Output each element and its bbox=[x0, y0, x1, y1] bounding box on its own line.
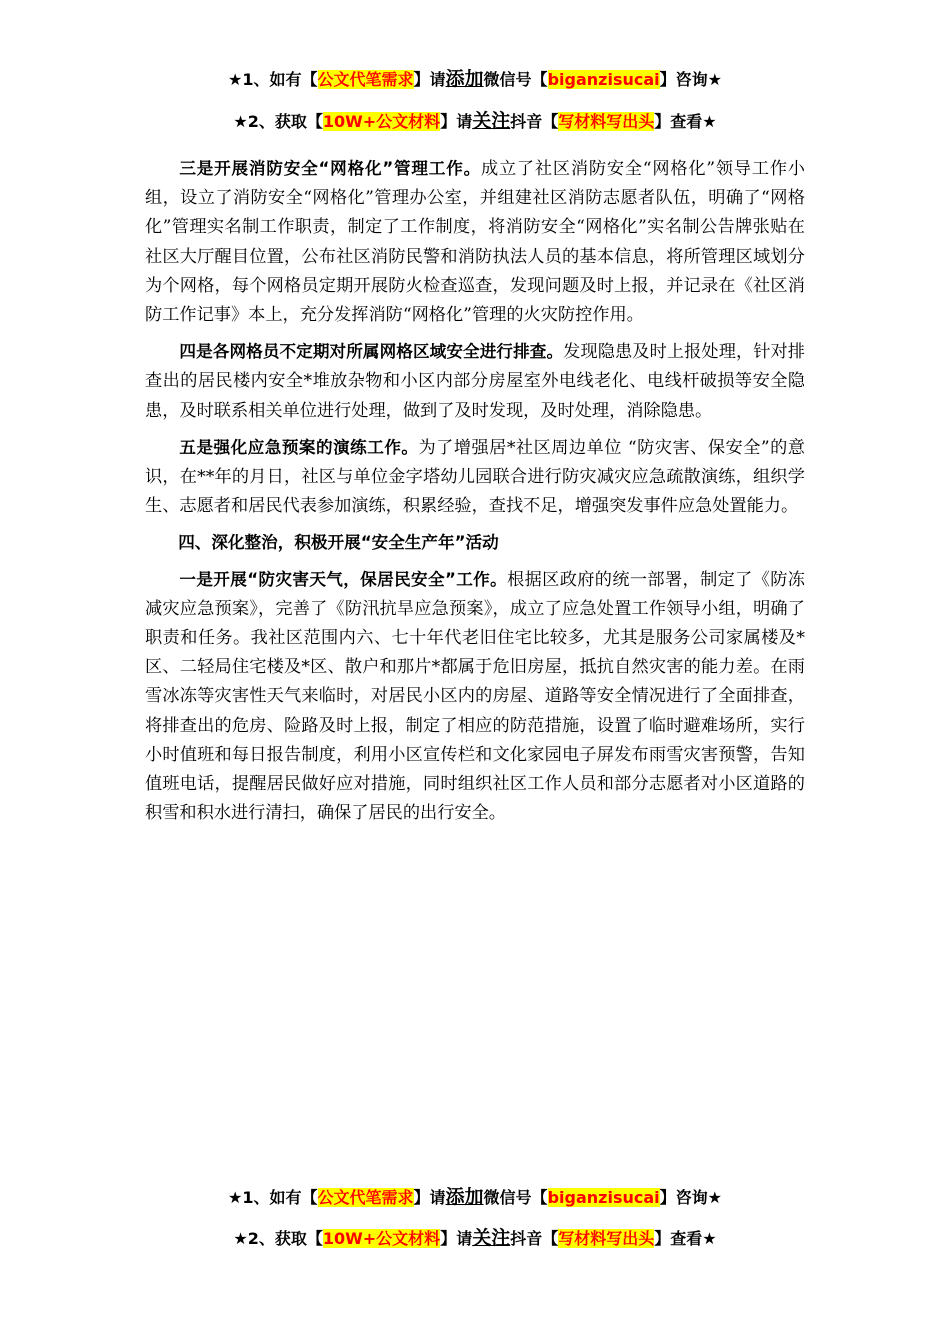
banner-text: ★1、如有【 bbox=[228, 1188, 318, 1207]
top-banner-line-2 bbox=[0, 110, 950, 133]
banner-highlight: 10W+公文材料 bbox=[322, 1229, 441, 1248]
paragraph bbox=[145, 337, 805, 426]
banner-highlight: 公文代笔需求 bbox=[317, 70, 414, 89]
banner-text: ★2、获取【 bbox=[233, 112, 323, 131]
paragraph bbox=[145, 433, 805, 522]
banner-highlight: 公文代笔需求 bbox=[317, 1188, 414, 1207]
paragraph bbox=[145, 154, 805, 330]
banner-text: 】查看★ bbox=[654, 1229, 717, 1248]
banner-highlight: 写材料写出头 bbox=[558, 112, 655, 131]
banner-text: 抖音【 bbox=[510, 1229, 559, 1248]
banner-emphasis: 关注 bbox=[472, 110, 511, 132]
banner-text: 抖音【 bbox=[510, 112, 559, 131]
paragraph-lead: 四是各网格员不定期对所属网格区域安全进行排查。 bbox=[179, 342, 564, 362]
banner-emphasis: 关注 bbox=[472, 1227, 511, 1249]
banner-highlight: 10W+公文材料 bbox=[322, 112, 441, 131]
banner-text: 】咨询★ bbox=[659, 70, 722, 89]
banner-emphasis: 添加 bbox=[445, 1186, 484, 1208]
banner-text: 微信号【 bbox=[483, 1188, 548, 1207]
banner-highlight: 写材料写出头 bbox=[558, 1229, 655, 1248]
document-body bbox=[145, 154, 805, 835]
banner-text: ★1、如有【 bbox=[228, 70, 318, 89]
banner-text: ★2、获取【 bbox=[233, 1229, 323, 1248]
banner-text: 】请 bbox=[413, 70, 446, 89]
bottom-banner-line-2 bbox=[0, 1227, 950, 1250]
paragraph-text: 为了增强居*社区周边单位 “防灾害、保安全”的意识，在**年的月日，社区与单位金字塔幼儿园联合进行防灾减灾应急疏散演练，组织学生、志愿者和居民代表参加演练，积累经验，查找不足，增强突发事件应急处置能力。 bbox=[145, 437, 805, 517]
banner-highlight: biganzisucai bbox=[547, 70, 660, 89]
banner-highlight: biganzisucai bbox=[547, 1188, 660, 1207]
banner-text: 】请 bbox=[440, 1229, 473, 1248]
paragraph-text: 根据区政府的统一部署，制定了《防冻减灾应急预案》，完善了《防汛抗旱应急预案》，成立了应急处置工作领导小组，明确了职责和任务。我社区范围内六、七十年代老旧住宅比较多，尤其是服务公司家属楼及*区、二轻局住宅楼及*区、散户和那片*都属于危旧房屋，抵抗自然灾害的能力差。在雨雪冰冻等灾害性天气来临时，对居民小区内的房屋、道路等安全情况进行了全面排查，将排查出的危房、险路及时上报，制定了相应的防范措施，设置了临时避难场所，实行小时值班和每日报告制度，利用小区宣传栏和文化家园电子屏发布雨雪灾害预警，告知值班电话，提醒居民做好应对措施，同时组织社区工作人员和部分志愿者对小区道路的积雪和积水进行清扫，确保了居民的出行安全。 bbox=[145, 569, 805, 824]
section-heading: 四、深化整治，积极开展“安全生产年”活动 bbox=[178, 533, 499, 553]
top-banner-line-1 bbox=[0, 68, 950, 91]
paragraph bbox=[145, 565, 805, 829]
banner-text: 】查看★ bbox=[654, 112, 717, 131]
banner-text: 】咨询★ bbox=[659, 1188, 722, 1207]
bottom-banner-line-1 bbox=[0, 1186, 950, 1209]
banner-text: 】请 bbox=[413, 1188, 446, 1207]
banner-emphasis: 添加 bbox=[445, 68, 484, 90]
paragraph-text: 成立了社区消防安全“网格化”领导工作小组，设立了消防安全“网格化”管理办公室，并组建社区消防志愿者队伍，明确了“网格化”管理实名制工作职责，制定了工作制度，将消防安全“网格化”实名制公告牌张贴在社区大厅醒目位置，公布社区消防民警和消防执法人员的基本信息，将所管理区域划分为个网格，每个网格员定期开展防火检查巡查，发现问题及时上报，并记录在《社区消防工作记事》本上，充分发挥消防“网格化”管理的火灾防控作用。 bbox=[145, 159, 805, 326]
paragraph-lead: 三是开展消防安全“网格化”管理工作。 bbox=[179, 159, 481, 178]
paragraph-lead: 五是强化应急预案的演练工作。 bbox=[179, 437, 419, 457]
banner-text: 微信号【 bbox=[483, 70, 548, 89]
paragraph-lead: 一是开展“防灾害天气，保居民安全”工作。 bbox=[179, 569, 508, 589]
paragraph-text: 发现隐患及时上报处理，针对排查出的居民楼内安全*堆放杂物和小区内部分房屋室外电线老化、电线杆破损等安全隐患，及时联系相关单位进行处理，做到了及时发现，及时处理，消除隐患。 bbox=[145, 342, 805, 421]
banner-text: 】请 bbox=[440, 112, 473, 131]
